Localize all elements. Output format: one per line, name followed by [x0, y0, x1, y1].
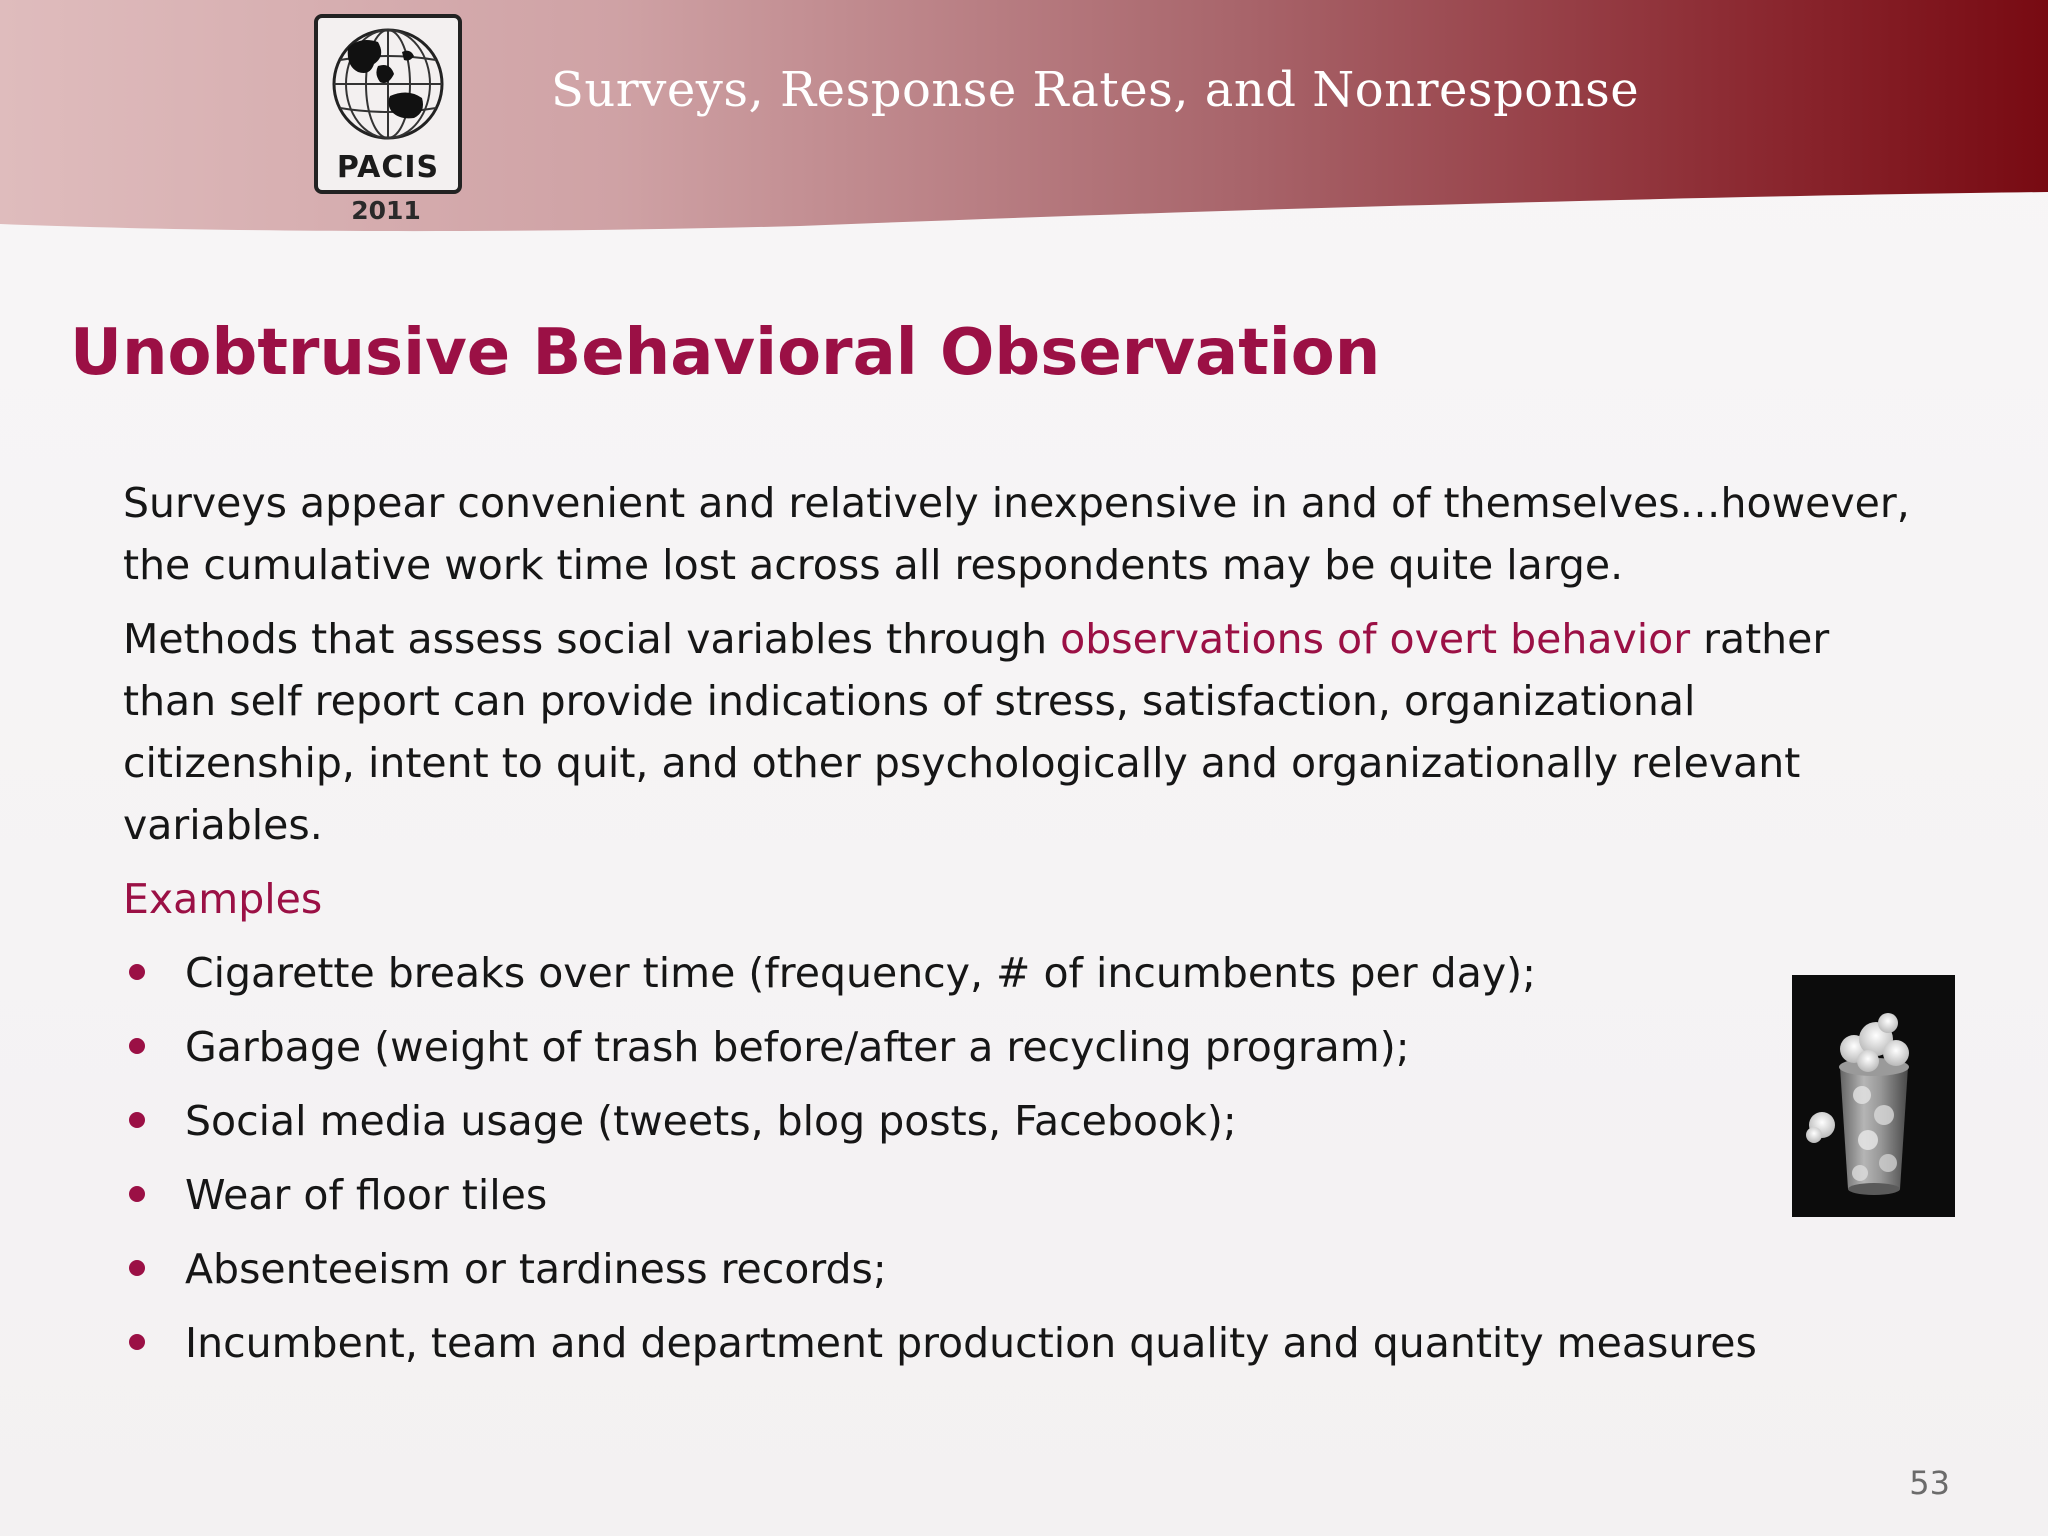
- paragraph-methods-start: Methods that assess social variables through: [123, 615, 1061, 663]
- globe-icon: [330, 26, 446, 142]
- trash-can-icon: [1792, 975, 1955, 1217]
- list-item: [123, 1164, 1923, 1226]
- list-item: [123, 942, 1923, 1004]
- bullet-icon: [129, 1334, 145, 1350]
- trash-can-photo: [1792, 975, 1955, 1217]
- paragraph-surveys: Surveys appear convenient and relatively inexpensive in and of themselves…however, the cumulative work time lost across all respondents may be quite large.: [123, 479, 1910, 589]
- logo-year: 2011: [351, 196, 421, 225]
- page-number: 53: [1909, 1464, 1950, 1502]
- paragraph-methods-end: rather than self report can provide indications of stress, satisfaction, organizational citizenship, intent to quit, and other psychologically and organizationally relevant variables.: [123, 615, 1830, 849]
- list-item-text: Absenteeism or tardiness records;: [185, 1245, 887, 1293]
- list-item-text: Cigarette breaks over time (frequency, # of incumbents per day);: [185, 949, 1536, 997]
- list-item: [123, 1090, 1923, 1152]
- examples-list: [123, 942, 1923, 1374]
- bullet-icon: [129, 1260, 145, 1276]
- logo-box: [314, 14, 462, 194]
- bullet-icon: [129, 1112, 145, 1128]
- list-item-text: Social media usage (tweets, blog posts, Facebook);: [185, 1097, 1237, 1145]
- bullet-icon: [129, 1038, 145, 1054]
- header-title: Surveys, Response Rates, and Nonresponse: [551, 62, 1640, 118]
- list-item-text: Garbage (weight of trash before/after a recycling program);: [185, 1023, 1410, 1071]
- paragraph-methods: [123, 608, 1923, 856]
- header-band: [0, 0, 2048, 240]
- logo-name: PACIS: [336, 150, 440, 185]
- paragraph-methods-highlight: observations of overt behavior: [1060, 615, 1691, 663]
- examples-label: Examples: [123, 875, 323, 923]
- list-item-text: Wear of floor tiles: [185, 1171, 548, 1219]
- list-item: [123, 1238, 1923, 1300]
- header-band-shape: [0, 0, 2048, 240]
- list-item: [123, 1312, 1923, 1374]
- slide-body: [123, 472, 1923, 1386]
- list-item-text: Incumbent, team and department production quality and quantity measures: [185, 1319, 1757, 1367]
- list-item: [123, 1016, 1923, 1078]
- bullet-icon: [129, 1186, 145, 1202]
- bullet-icon: [129, 964, 145, 980]
- pacis-logo: [314, 14, 462, 192]
- slide-title: Unobtrusive Behavioral Observation: [70, 316, 1381, 390]
